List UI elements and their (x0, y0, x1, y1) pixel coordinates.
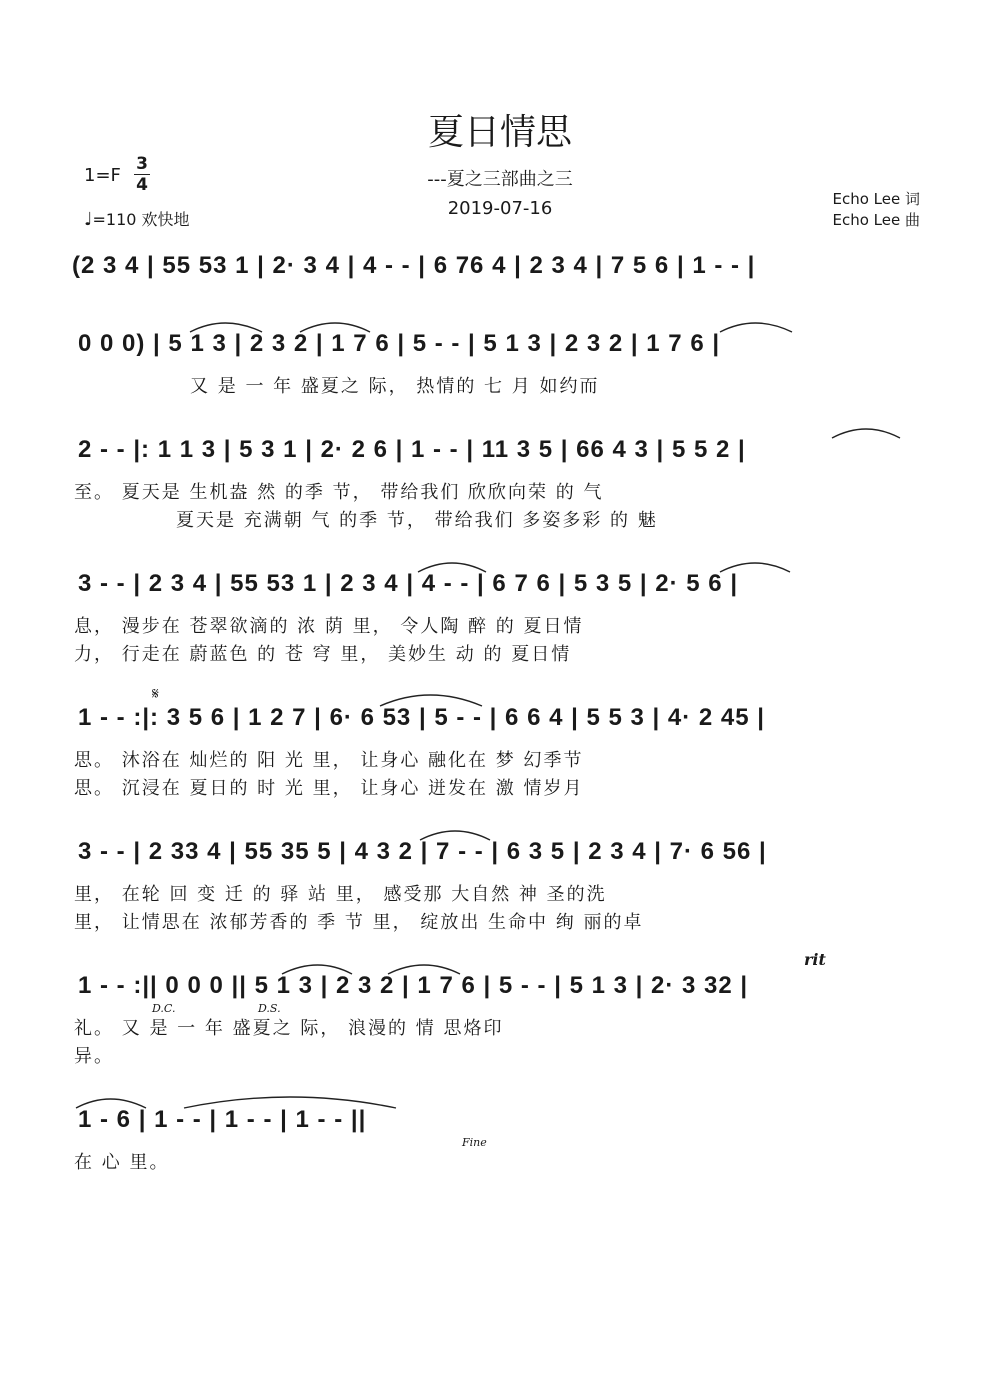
system-7-lyrics-verse-1: 礼。 又 是 一 年 盛夏之 际， 浪漫的 情 思烙印 (74, 1018, 504, 1039)
slur (720, 323, 792, 332)
lyricist-credit: Echo Lee 词 (832, 190, 920, 208)
quarter-note-icon: ♩ (84, 209, 93, 230)
time-signature-top: 3 (136, 154, 148, 174)
system-5-lyrics-verse-2: 思。 沉浸在 夏日的 时 光 里， 让身心 迸发在 激 情岁月 (74, 778, 584, 799)
system-3-lyrics-verse-1: 至。 夏天是 生机盎 然 的季 节， 带给我们 欣欣向荣 的 气 (74, 482, 604, 503)
page-title: 夏日情思 (427, 112, 572, 153)
system-8-lyrics: 在 心 里。 (74, 1152, 170, 1173)
system-4-notes: 3 - - | 2 3 4 | 55 53 1 | 2 3 4 | 4 - - | 6 7 6 | 5 3 5 | 2· 5 6 | (78, 570, 739, 597)
system-3-notes: 2 - - |: 1 1 3 | 5 3 1 | 2· 2 6 | 1 - - | 11 3 5 | 66 4 3 | 5 5 2 | (78, 436, 746, 463)
slur (184, 1097, 396, 1108)
fine-marking: Fine (462, 1136, 487, 1149)
slur (418, 563, 486, 572)
slur (190, 323, 262, 332)
time-signature-bottom: 4 (136, 175, 148, 195)
system-7-lyrics-verse-2: 异。 (74, 1046, 114, 1067)
slur (76, 1099, 146, 1108)
ds-marking: D.S. (258, 1002, 281, 1015)
system-6-lyrics-verse-1: 里， 在轮 回 变 迁 的 驿 站 里， 感受那 大自然 神 圣的洗 (74, 884, 607, 905)
slur (380, 695, 482, 706)
slur (282, 965, 352, 974)
system-5-notes: 1 - - :|: 3 5 6 | 1 2 7 | 6· 6 53 | 5 - - | 6 6 4 | 5 5 3 | 4· 2 45 | (78, 704, 766, 731)
system-5-lyrics-verse-1: 思。 沐浴在 灿烂的 阳 光 里， 让身心 融化在 梦 幻季节 (74, 750, 584, 771)
subtitle: ---夏之三部曲之三 (427, 169, 573, 190)
slur (720, 563, 790, 572)
slur (300, 323, 370, 332)
key-signature: 1=F (84, 165, 121, 186)
slur (832, 429, 900, 438)
system-2-lyrics: 又 是 一 年 盛夏之 际， 热情的 七 月 如约而 (190, 376, 600, 397)
system-1-notes: (2 3 4 | 55 53 1 | 2· 3 4 | 4 - - | 6 76 4 | 2 3 4 | 7 5 6 | 1 - - | (72, 252, 756, 279)
slur (420, 831, 490, 840)
system-8-notes: 1 - 6 | 1 - - | 1 - - | 1 - - || (78, 1106, 367, 1133)
system-6-notes: 3 - - | 2 33 4 | 55 35 5 | 4 3 2 | 7 - - | 6 3 5 | 2 3 4 | 7· 6 56 | (78, 838, 767, 865)
segno-icon: 𝄋 (152, 684, 159, 703)
system-6-lyrics-verse-2: 里， 让情思在 浓郁芳香的 季 节 里， 绽放出 生命中 绚 丽的卓 (74, 912, 644, 933)
rit-marking: rit (804, 950, 826, 969)
system-4-lyrics-verse-1: 息， 漫步在 苍翠欲滴的 浓 荫 里， 令人陶 醉 的 夏日情 (74, 616, 584, 637)
system-3-lyrics-verse-2: 夏天是 充满朝 气 的季 节， 带给我们 多姿多彩 的 魅 (176, 510, 658, 531)
date: 2019-07-16 (447, 198, 553, 219)
composer-credit: Echo Lee 曲 (832, 211, 920, 229)
system-4-lyrics-verse-2: 力， 行走在 蔚蓝色 的 苍 穹 里， 美妙生 动 的 夏日情 (74, 644, 572, 665)
system-7-notes: 1 - - :|| 0 0 0 || 5 1 3 | 2 3 2 | 1 7 6 | 5 - - | 5 1 3 | 2· 3 32 | (78, 972, 749, 999)
slur (388, 965, 460, 974)
tempo-text: =110 欢快地 (92, 210, 190, 229)
dc-marking: D.C. (152, 1002, 176, 1015)
system-2-notes: 0 0 0) | 5 1 3 | 2 3 2 | 1 7 6 | 5 - - | 5 1 3 | 2 3 2 | 1 7 6 | (78, 330, 721, 357)
